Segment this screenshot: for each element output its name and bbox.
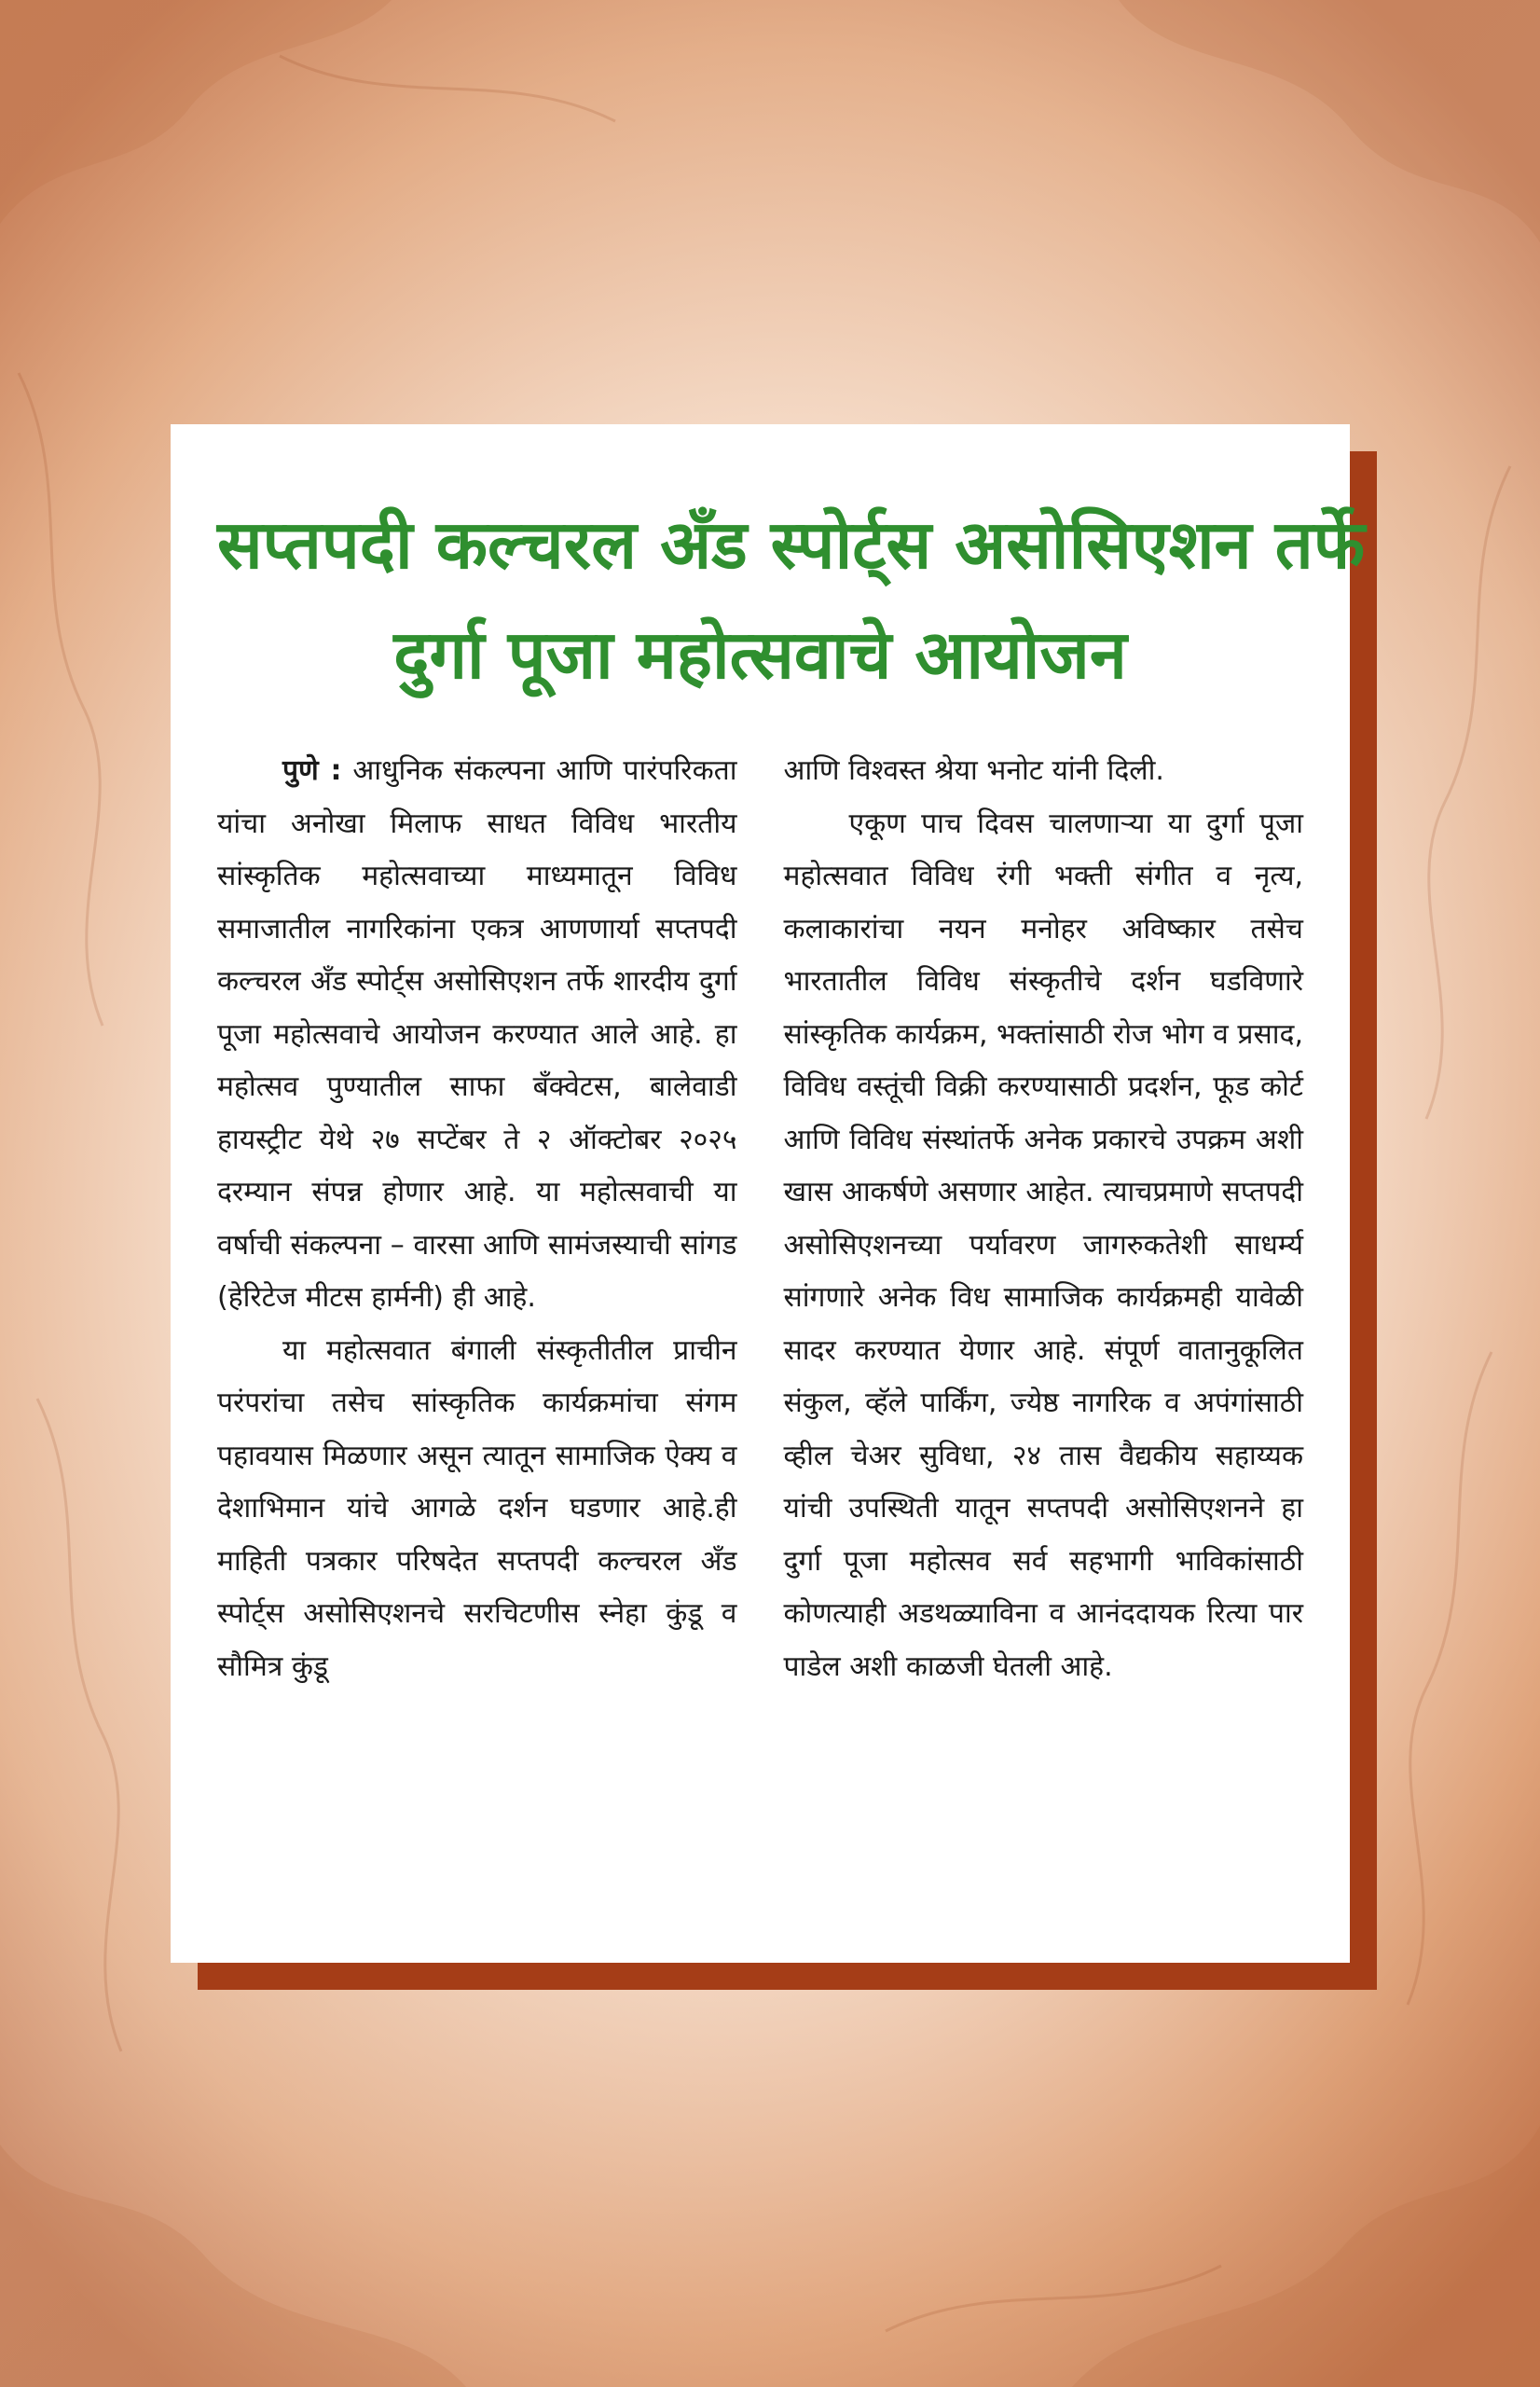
news-clipping (171, 424, 1366, 1963)
headline-line-2: दुर्गा पूजा महोत्सवाचे आयोजन (393, 615, 1127, 694)
column-right (784, 745, 1304, 1693)
article-body (217, 745, 1303, 1693)
paragraph-3: आणि विश्वस्त श्रेया भनोट यांनी दिली. (783, 754, 1164, 787)
paragraph-1 (217, 745, 737, 1325)
column-left (217, 745, 737, 1693)
paragraph-1-text: आधुनिक संकल्पना आणि पारंपरिकता यांचा अनोखा मिलाफ साधत विविध भारतीय सांस्कृतिक महोत्सवाच्या माध्यमातून विविध समाजातील नागरिकांना एकत्र आणणार्या सप्तपदी कल्चरल अँड स्पोर्ट्स असोसिएशन तर्फे शारदीय दुर्गा पूजा महोत्सवाचे आयोजन करण्यात आले आहे. हा महोत्सव पुण्यातील साफा बँक्वेटस, बालेवाडी हायस्ट्रीट येथे २७ सप्टेंबर ते २ ऑक्टोबर २०२५ दरम्यान संपन्न होणार आहे. या महोत्सवाची या वर्षाची संकल्पना – वारसा आणि सामंजस्याची सांगड (हेरिटेज मीटस हार्मनी) ही आहे. (217, 754, 737, 1314)
dateline: पुणे : (282, 754, 342, 787)
paragraph-4: एकूण पाच दिवस चालणाऱ्या या दुर्गा पूजा महोत्सवात विविध रंगी भक्ती संगीत व नृत्य, कलाकारांचा नयन मनोहर अविष्कार तसेच भारतातील विविध संस्कृतीचे दर्शन घडविणारे सांस्कृतिक कार्यक्रम, भक्तांसाठी रोज भोग व प्रसाद, विविध वस्तूंची विक्री करण्यासाठी प्रदर्शन, फूड कोर्ट आणि विविध संस्थांतर्फे अनेक प्रकारचे उपक्रम अशी खास आकर्षणे असणार आहेत. त्याचप्रमाणे सप्तपदी असोसिएशनच्या पर्यावरण जागरुकतेशी साधर्म्य सांगणारे अनेक विध सामाजिक कार्यक्रमही यावेळी सादर करण्यात येणार आहे. संपूर्ण वातानुकूलित संकुल, व्हॅले पार्किंग, ज्येष्ठ नागरिक व अपंगांसाठी व्हील चेअर सुविधा, २४ तास वैद्यकीय सहाय्यक यांची उपस्थिती यातून सप्तपदी असोसिएशनने हा दुर्गा पूजा महोत्सव सर्व सहभागी भाविकांसाठी कोणत्याही अडथळ्याविना व आनंददायक रित्या पार पाडेल अशी काळजी घेतली आहे. (783, 807, 1303, 1683)
headline-line-1: सप्तपदी कल्चरल अँड स्पोर्ट्स असोसिएशन तर्फे (217, 505, 1366, 584)
headline (217, 490, 1366, 710)
paragraph-2: या महोत्सवात बंगाली संस्कृतीतील प्राचीन परंपरांचा तसेच सांस्कृतिक कार्यक्रमांचा संगम पहावयास मिळणार असून त्यातून सामाजिक ऐक्य व देशाभिमान यांचे आगळे दर्शन घडणार आहे.ही माहिती पत्रकार परिषदेत सप्तपदी कल्चरल अँड स्पोर्ट्स असोसिएशनचे सरचिटणीस स्नेहा कुंडू व सौमित्र कुंडू (217, 1333, 737, 1683)
